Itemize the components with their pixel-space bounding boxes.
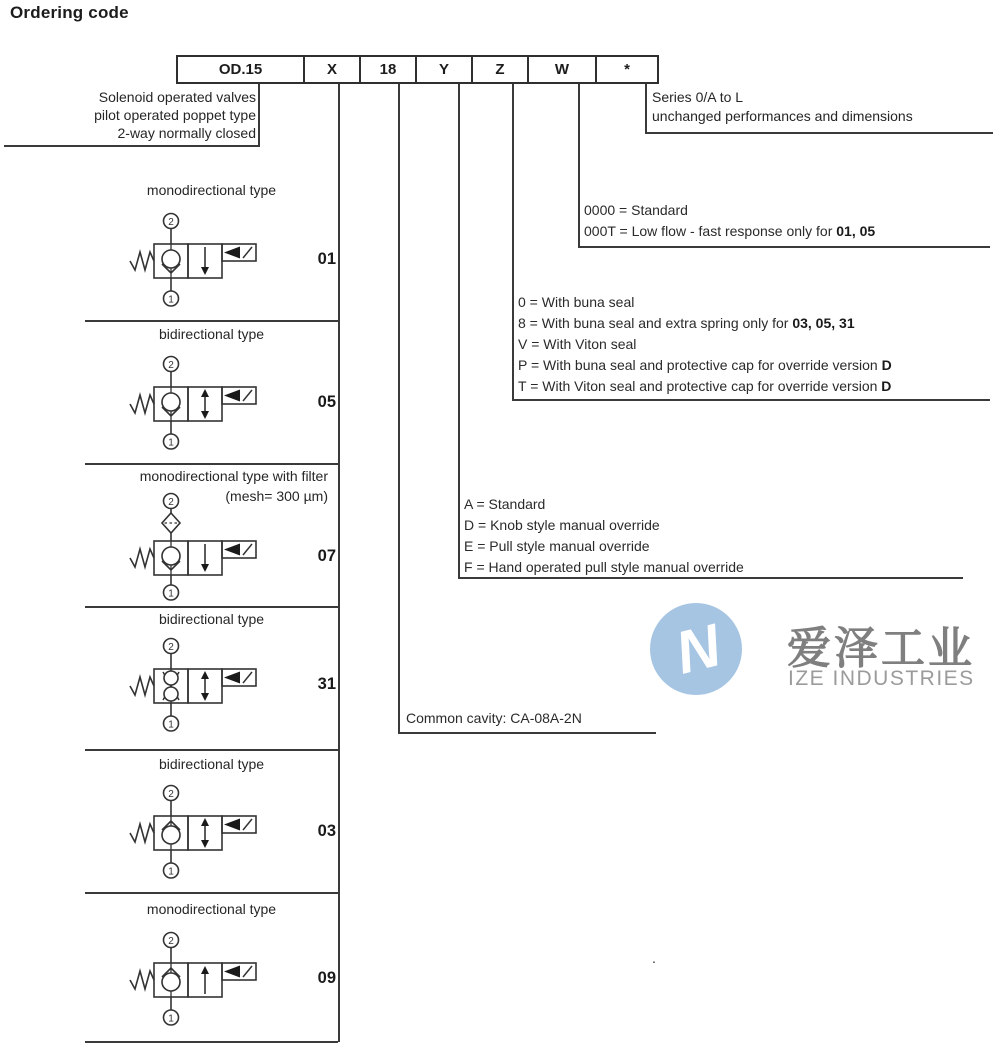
code-box: X	[303, 57, 359, 82]
option-text: V = With Viton seal	[518, 336, 637, 352]
watermark-logo	[648, 601, 744, 697]
z-option-line	[518, 334, 892, 355]
logo-n-icon: N	[668, 611, 728, 687]
option-bold-text: D	[881, 357, 892, 373]
w-option-line	[584, 200, 875, 221]
valve-symbol-wrap	[121, 212, 271, 313]
descriptor-line: pilot operated poppet type	[94, 107, 256, 123]
connector-line	[458, 84, 460, 578]
valve-code: 05	[317, 393, 336, 411]
cavity-note: Common cavity: CA-08A-2N	[406, 710, 582, 726]
valve-symbol-wrap	[121, 637, 271, 738]
check-ball-icon	[164, 687, 178, 701]
connector-line	[398, 84, 400, 733]
valve-type-label-line: bidirectional type	[158, 611, 265, 627]
underline	[85, 1041, 338, 1043]
check-ball-icon	[162, 826, 180, 844]
valve-code: 07	[317, 547, 336, 565]
port-2-label: 2	[168, 935, 174, 947]
descriptor-line: 2-way normally closed	[117, 125, 256, 141]
connector-line	[645, 84, 647, 133]
y-option-line	[464, 557, 744, 578]
connector-line	[578, 84, 580, 247]
valve-symbol	[121, 355, 271, 451]
underline	[85, 749, 338, 751]
underline	[512, 399, 990, 401]
page-title: Ordering code	[10, 3, 129, 22]
underline	[85, 320, 338, 322]
option-text: T = With Viton seal and protective cap for override version	[518, 378, 882, 394]
port-1-label: 1	[168, 866, 174, 878]
option-text: 0000 = Standard	[584, 202, 688, 218]
option-text: 000T = Low flow - fast response only for	[584, 223, 837, 239]
underline	[85, 606, 338, 608]
watermark-en: IZE INDUSTRIES	[788, 667, 975, 690]
z-option-line	[518, 313, 892, 334]
port-1-label: 1	[168, 588, 174, 600]
z-option-line	[518, 292, 892, 313]
spring-icon	[130, 395, 154, 413]
y-options-block	[464, 494, 744, 578]
valve-type-label	[85, 609, 338, 629]
valve-type-label-line: monodirectional type with filter	[139, 468, 328, 484]
valve-symbol	[121, 784, 271, 880]
z-options-block	[518, 292, 892, 397]
valve-type-label	[85, 180, 338, 200]
z-option-line	[518, 376, 892, 397]
option-bold-text: 03, 05, 31	[792, 315, 855, 331]
option-text: 0 = With buna seal	[518, 294, 635, 310]
valve-symbol	[121, 492, 271, 602]
valve-symbol	[121, 931, 271, 1027]
z-option-line	[518, 355, 892, 376]
connector-line	[512, 84, 514, 400]
code-box: OD.15	[218, 61, 263, 78]
underline	[85, 463, 338, 465]
underline	[578, 246, 990, 248]
underline	[645, 132, 993, 134]
port-2-label: 2	[168, 496, 174, 508]
option-bold-text: 01, 05	[836, 223, 876, 239]
underline	[85, 892, 338, 894]
code-box: 18	[359, 57, 415, 82]
check-ball-icon	[162, 250, 180, 268]
series-line: Series 0/A to L	[652, 89, 744, 105]
port-1-label: 1	[168, 1013, 174, 1025]
valve-type-label	[85, 754, 338, 774]
check-ball-icon	[162, 547, 180, 565]
spring-icon	[130, 549, 154, 567]
descriptor-note	[4, 88, 256, 142]
spring-icon	[130, 252, 154, 270]
valve-symbol-wrap	[121, 784, 271, 885]
connector-line	[258, 84, 260, 147]
option-text: P = With buna seal and protective cap for override version	[518, 357, 882, 373]
port-2-label: 2	[168, 641, 174, 653]
w-options-block	[584, 200, 875, 242]
port-1-label: 1	[168, 294, 174, 306]
port-2-label: 2	[168, 216, 174, 228]
valve-code: 31	[317, 675, 336, 693]
valve-code: 03	[317, 822, 336, 840]
valve-code: 09	[317, 969, 336, 987]
underline	[398, 732, 656, 734]
y-option-line	[464, 515, 744, 536]
valve-type-label-line: bidirectional type	[158, 756, 265, 772]
underline	[458, 577, 963, 579]
option-text: 8 = With buna seal and extra spring only for	[518, 315, 793, 331]
valve-symbol-wrap	[121, 355, 271, 456]
check-ball-icon	[162, 393, 180, 411]
valve-type-label-line: monodirectional type	[146, 901, 277, 917]
option-text: A = Standard	[464, 496, 546, 512]
port-2-label: 2	[168, 359, 174, 371]
spring-icon	[130, 824, 154, 842]
valve-symbol-wrap	[121, 492, 271, 607]
watermark-cn: 爱泽工业	[787, 624, 975, 673]
descriptor-line: Solenoid operated valves	[98, 89, 256, 105]
code-box: Z	[471, 57, 527, 82]
valve-symbol-wrap	[121, 931, 271, 1032]
series-line: unchanged performances and dimensions	[652, 108, 913, 124]
option-text: F = Hand operated pull style manual override	[464, 559, 744, 575]
code-box: Y	[415, 57, 471, 82]
valve-type-label-line: (mesh= 300 µm)	[225, 488, 328, 504]
valve-type-label-line: monodirectional type	[146, 182, 277, 198]
check-ball-icon	[164, 671, 178, 685]
port-2-label: 2	[168, 788, 174, 800]
spring-icon	[130, 677, 154, 695]
port-1-label: 1	[168, 437, 174, 449]
code-box: W	[527, 57, 595, 82]
option-text: E = Pull style manual override	[464, 538, 650, 554]
code-box: *	[595, 57, 657, 82]
valve-type-label-line: bidirectional type	[158, 326, 265, 342]
series-note	[652, 88, 913, 126]
code-box-row	[176, 55, 659, 84]
option-text: D = Knob style manual override	[464, 517, 660, 533]
valve-code: 01	[317, 250, 336, 268]
valve-symbol	[121, 637, 271, 733]
y-option-line	[464, 494, 744, 515]
underline	[4, 145, 258, 147]
spring-icon	[130, 971, 154, 989]
y-option-line	[464, 536, 744, 557]
check-ball-icon	[162, 973, 180, 991]
valve-symbol	[121, 212, 271, 308]
port-1-label: 1	[168, 719, 174, 731]
w-option-line	[584, 221, 875, 242]
valve-type-label	[85, 899, 338, 919]
option-bold-text: D	[881, 378, 892, 394]
stray-dot: .	[652, 950, 656, 966]
connector-line	[338, 84, 340, 1042]
valve-type-label	[85, 324, 338, 344]
